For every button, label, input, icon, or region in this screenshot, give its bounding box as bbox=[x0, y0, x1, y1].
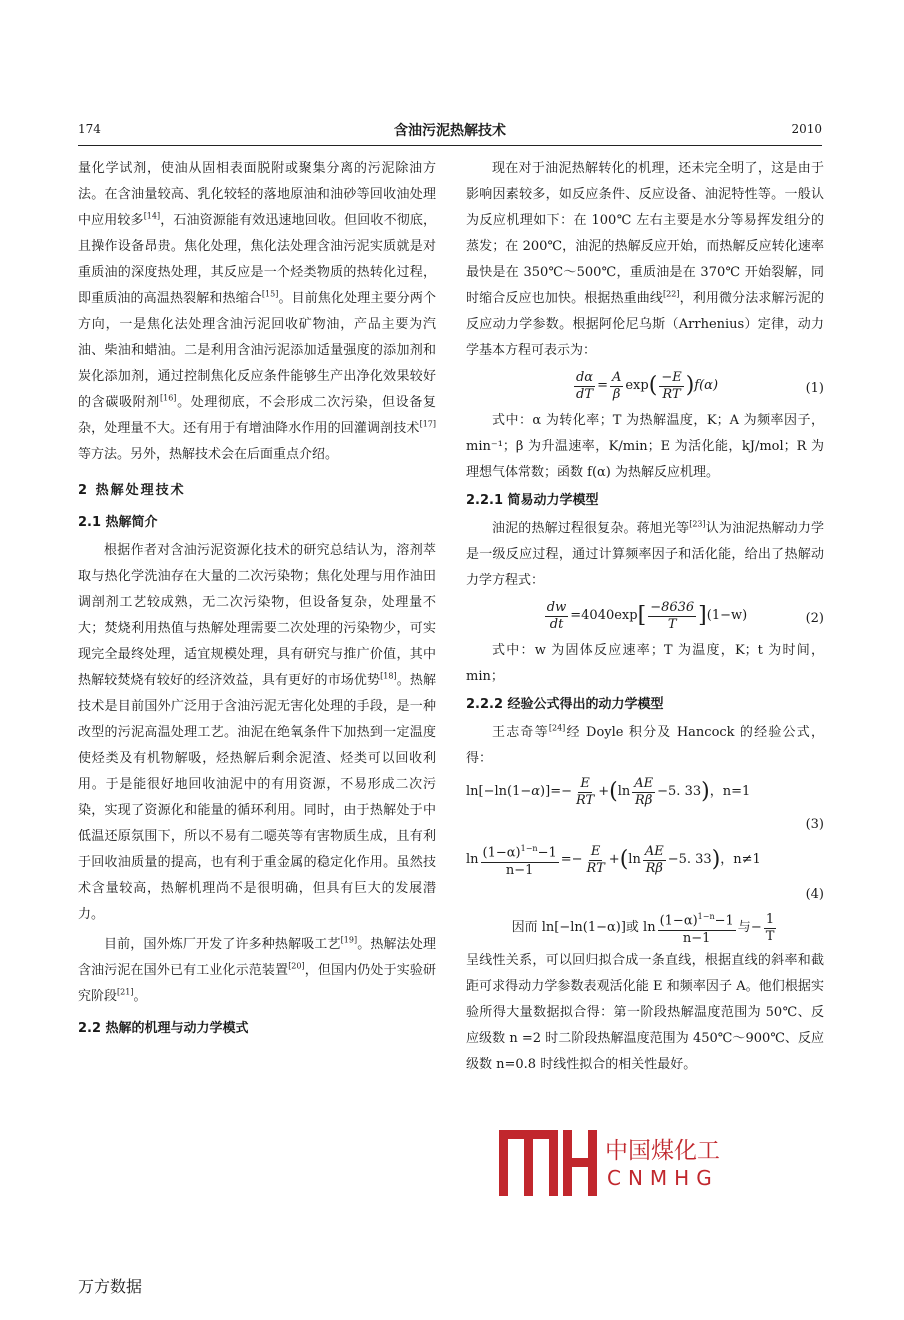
running-header bbox=[78, 120, 822, 142]
right-paragraph-7: 呈线性关系，可以回归拟合成一条直线，根据直线的斜率和截距可求得动力学参数表观活化能 E 和频率因子 A。他们根据实验所得大量数据拟合得：第一阶段热解温度范围为 50℃、反应级数 n =2 时二阶段热解温度范围为 450℃～900℃、反应级数 n=0.8 时线性拟合的相关性最好。 bbox=[466, 953, 825, 1072]
running-title: 含油污泥热解技术 bbox=[394, 123, 506, 139]
header-rule bbox=[78, 145, 822, 146]
equation-4-number: (4) bbox=[805, 887, 824, 902]
section-heading-2: 2 热解处理技术 bbox=[78, 483, 186, 498]
section-heading-2-2-2: 2.2.2 经验公式得出的动力学模型 bbox=[466, 697, 664, 712]
watermark bbox=[497, 1124, 767, 1202]
equation-relation: 因而 ln[−ln(1−α)]或 ln $\frac{(1-\alpha)^{1-n}-1}{n-1}$ 与 − $\frac{1}{T}$ bbox=[466, 908, 824, 948]
equation-4: ln $\frac{(1-\alpha)^{1-n}-1}{n-1}$ =− $\frac{E}{RT}$ + ( ln $\frac{AE}{R\beta}$ −5. 33 ) ，n≠1 bbox=[466, 838, 824, 882]
equation-2: $\frac{dw}{dt}$ = 4040exp [ $\frac{-8636}{T}$ ] (1−w) (2) bbox=[546, 599, 824, 632]
right-paragraph-3: 油泥的热解过程很复杂。蒋旭光等[23]认为油泥热解动力学是一级反应过程，通过计算频率因子和活化能，给出了热解动力学方程式： bbox=[466, 519, 824, 588]
source-footer: 万方数据 bbox=[78, 1277, 143, 1296]
right-column bbox=[466, 156, 824, 1078]
left-paragraph-3: 目前，国外炼厂开发了许多种热解吸工艺[19]。热解法处理含油污泥在国外已有工业化示范装置[20]，但国内仍处于实验研究阶段[21]。 bbox=[78, 935, 436, 1004]
watermark-chinese: 中国煤化工 bbox=[603, 1132, 722, 1165]
equation-2-number: (2) bbox=[805, 611, 824, 626]
section-heading-2-2: 2.2 热解的机理与动力学模式 bbox=[78, 1021, 249, 1036]
watermark-english: CNMHG bbox=[607, 1166, 719, 1190]
equation-3: ln[−ln(1− α )]=− $\frac{E}{RT}$ + ( ln $\frac{AE}{R\beta}$ −5. 33 ) ，n=1 bbox=[466, 775, 751, 808]
page-number: 174 bbox=[78, 122, 101, 136]
equation-1: $\frac{d\alpha}{dT}$ = $\frac{A}{\beta}$ exp ( $\frac{-E}{RT}$ ) f(α) (1) bbox=[575, 369, 824, 402]
equation-3-number: (3) bbox=[805, 817, 824, 832]
left-paragraph-1: 量化学试剂，使油从固相表面脱附或聚集分离的污泥除油方法。在含油量较高、乳化较轻的落地原油和油砂等回收油处理中应用较多[14]，石油资源能有效迅速地回收。但回收不彻底，且操作设备昂贵。焦化处理，焦化法处理含油污泥实质就是对重质油的深度热处理，其反应是一个烃类物质的热转化过程，即重质油的高温热裂解和热缩合[15]。目前焦化处理主要分两个方向，一是焦化法处理含油污泥回收矿物油，产品主要为汽油、柴油和蜡油。二是利用含油污泥添加适量强度的添加剂和炭化添加剂，通过控制焦化反应条件能够生产出净化效果较好的含碳吸附剂[16]。处理彻底，不会形成二次污染，但设备复杂，处理量不大。还有用于有增油降水作用的回灌调剖技术[17]等方法。另外，热解技术会在后面重点介绍。 bbox=[78, 161, 436, 462]
right-paragraph-5: 王志奇等[24]经 Doyle 积分及 Hancock 的经验公式，得： bbox=[466, 723, 824, 766]
right-paragraph-1: 现在对于油泥热解转化的机理，还未完全明了，这是由于影响因素较多，如反应条件、反应设备、油泥特性等。一般认为反应机理如下：在 100℃ 左右主要是水分等易挥发组分的蒸发；在 200℃，油泥的热解反应开始，而热解反应转化速率最快是在 350℃～500℃，重质油是在 370℃ 开始裂解，同时缩合反应也加快。根据热重曲线[22]，利用微分法求解污泥的反应动力学参数。根据阿伦尼乌斯（Arrhenius）定律，动力学基本方程可表示为： bbox=[466, 161, 824, 358]
watermark-logo-icon bbox=[497, 1128, 601, 1198]
equation-1-number: (1) bbox=[805, 381, 824, 396]
journal-year: 2010 bbox=[791, 122, 822, 136]
section-heading-2-2-1: 2.2.1 简易动力学模型 bbox=[466, 493, 599, 508]
section-heading-2-1: 2.1 热解简介 bbox=[78, 515, 158, 530]
left-paragraph-2: 根据作者对含油污泥资源化技术的研究总结认为，溶剂萃取与热化学洗油存在大量的二次污染物；焦化处理与用作油田调剖剂工艺较成熟，无二次污染物，但设备复杂，处理量不大；焚烧利用热值与热解处理需要二次处理的污染物少，可实现完全最终处理，适宜规模处理，具有研究与推广价值，其中热解较焚烧有较好的经济效益，具有更好的市场优势[18]。热解技术是目前国外广泛用于含油污泥无害化处理的手段，是一种改型的污泥高温处理工艺。油泥在绝氧条件下加热到一定温度使烃类及有机物解吸，烃热解后剩余泥渣、烃类可以回收利用。于是能很好地回收油泥中的有用资源，不易形成二次污染，实现了资源化和能量的循环利用。同时，由于热解处于中低温还原氛围下，所以不易有二噁英等有害物质生成，且有利于回收油质量的提高，也有利于重金属的稳定化作用。虽然技术含量较高，热解机理尚不是很明确，但具有巨大的发展潜力。 bbox=[78, 543, 436, 922]
left-column bbox=[78, 156, 436, 1044]
right-paragraph-4: 式中：w 为固体反应速率；T 为温度，K；t 为时间，min； bbox=[466, 643, 824, 684]
right-paragraph-2: 式中：α 为转化率；T 为热解温度，K；A 为频率因子，min⁻¹；β 为升温速率，K/min；E 为活化能，kJ/mol；R 为理想气体常数；函数 f(α) 为热解反应机理。 bbox=[466, 413, 824, 480]
